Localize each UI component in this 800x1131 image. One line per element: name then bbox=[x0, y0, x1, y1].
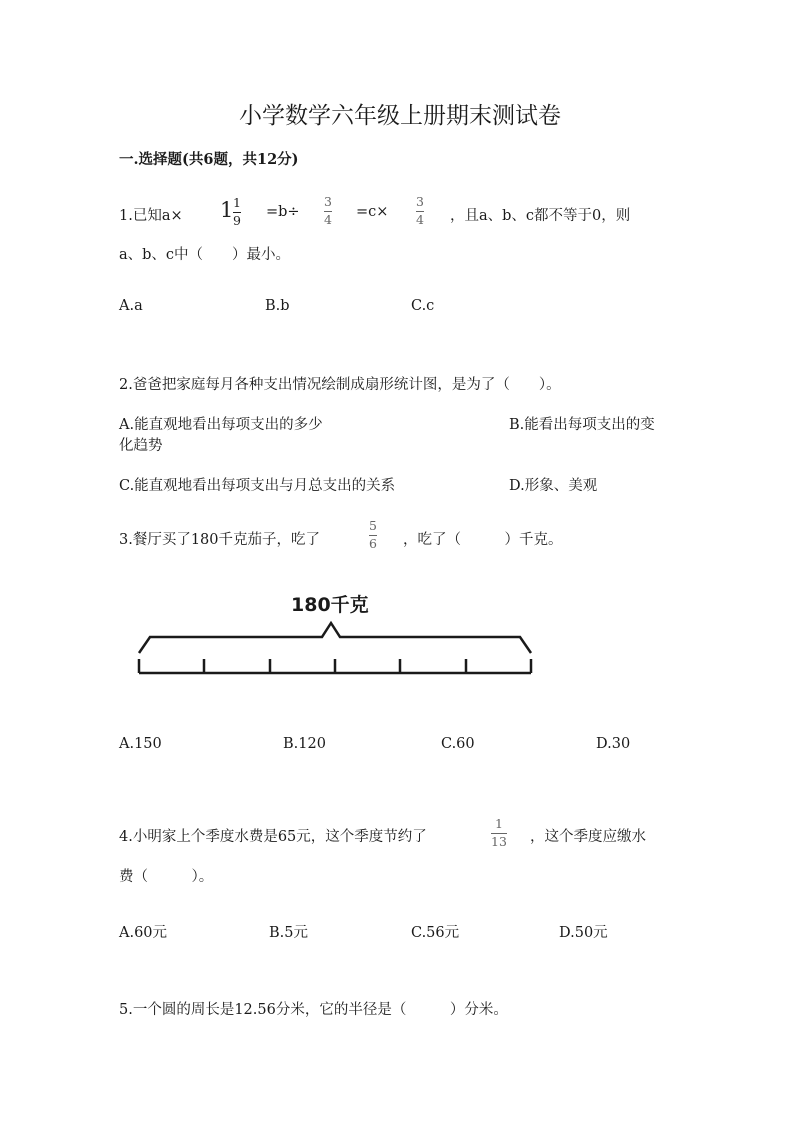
q2-option-a[interactable]: A.能直观地看出每项支出的多少 bbox=[119, 417, 323, 433]
q1-mixed-whole: 1 bbox=[220, 198, 234, 222]
brace bbox=[139, 623, 531, 653]
q1-text-part3: =c× bbox=[356, 204, 389, 220]
q1-fraction-2-denominator: 4 bbox=[416, 211, 424, 227]
q1-text-part1: 1.已知a× bbox=[119, 208, 183, 224]
q3-option-b[interactable]: B.120 bbox=[283, 736, 326, 752]
q4-text-part1: 4.小明家上个季度水费是65元，这个季度节约了 bbox=[119, 829, 427, 845]
q1-mixed-denominator: 9 bbox=[233, 212, 241, 228]
q4-text-part2: ，这个季度应缴水 bbox=[530, 829, 646, 845]
q2-option-b[interactable]: B.能看出每项支出的变 bbox=[509, 417, 655, 433]
q2-text: 2.爸爸把家庭每月各种支出情况绘制成扇形统计图，是为了（ ）。 bbox=[119, 377, 561, 393]
q1-mixed-numerator: 1 bbox=[233, 195, 241, 210]
q4-option-a[interactable]: A.60元 bbox=[119, 925, 168, 941]
q3-option-a[interactable]: A.150 bbox=[119, 736, 162, 752]
q3-text-part2: ，吃了（ ）千克。 bbox=[403, 532, 563, 548]
q2-option-c[interactable]: C.能直观地看出每项支出与月总支出的关系 bbox=[119, 478, 396, 494]
q5-text: 5.一个圆的周长是12.56分米，它的半径是（ ）分米。 bbox=[119, 1002, 508, 1018]
q4-option-d[interactable]: D.50元 bbox=[559, 925, 608, 941]
q4-text-line2: 费（ ）。 bbox=[119, 869, 214, 885]
q2-option-d[interactable]: D.形象、美观 bbox=[509, 478, 598, 494]
q3-fraction-numerator: 5 bbox=[369, 518, 377, 533]
diagram-label: 180千克 bbox=[291, 594, 369, 616]
q1-option-c[interactable]: C.c bbox=[411, 298, 435, 314]
q1-option-a[interactable]: A.a bbox=[119, 298, 143, 314]
q4-fraction-denominator: 13 bbox=[491, 833, 507, 849]
section-heading: 一.选择题(共6题，共12分) bbox=[119, 151, 299, 168]
q1-fraction-1-numerator: 3 bbox=[324, 194, 332, 209]
q1-text-part4: ，且a、b、c都不等于0，则 bbox=[450, 208, 631, 224]
q3-option-d[interactable]: D.30 bbox=[596, 736, 631, 752]
q4-option-b[interactable]: B.5元 bbox=[269, 925, 308, 941]
q1-option-b[interactable]: B.b bbox=[265, 298, 290, 314]
q1-text-line2: a、b、c中（ ）最小。 bbox=[119, 247, 291, 263]
q1-fraction-2-numerator: 3 bbox=[416, 194, 424, 209]
q4-fraction-numerator: 1 bbox=[494, 816, 503, 831]
q3-text-part1: 3.餐厅买了180千克茄子，吃了 bbox=[119, 532, 321, 548]
q1-text-part2: =b÷ bbox=[266, 204, 300, 220]
page-title: 小学数学六年级上册期末测试卷 bbox=[239, 103, 561, 129]
q1-fraction-1-denominator: 4 bbox=[324, 211, 332, 227]
q3-fraction-denominator: 6 bbox=[369, 535, 377, 551]
q4-fraction bbox=[491, 818, 507, 848]
q2-option-b-continued: 化趋势 bbox=[119, 438, 163, 454]
q3-option-c[interactable]: C.60 bbox=[441, 736, 475, 752]
q4-option-c[interactable]: C.56元 bbox=[411, 925, 460, 941]
